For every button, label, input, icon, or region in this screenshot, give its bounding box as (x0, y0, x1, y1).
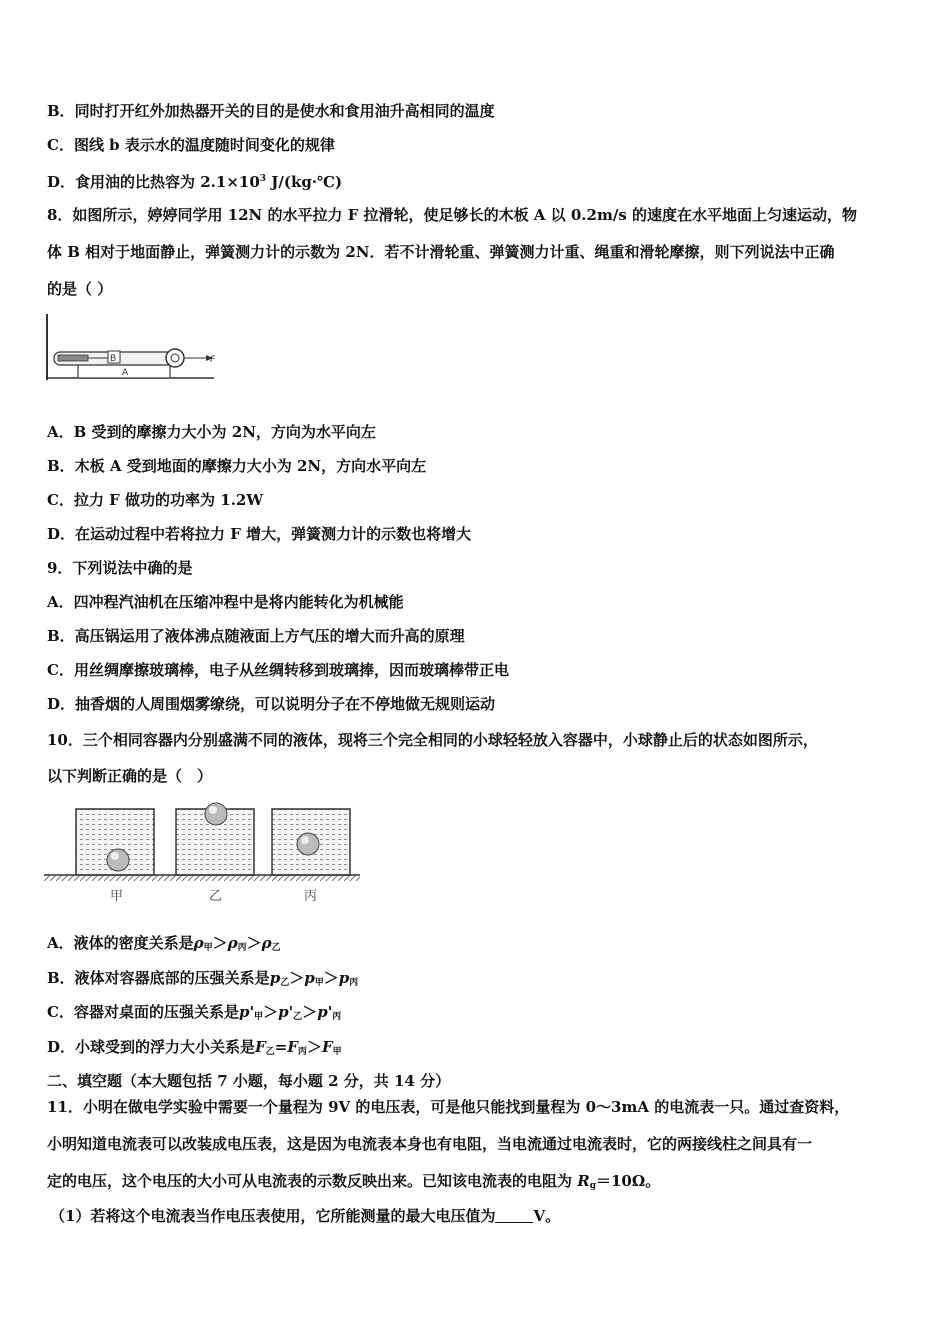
q7-option-c: C．图线 b 表示水的温度随时间变化的规律 (47, 136, 335, 154)
q9-option-c: C．用丝绸摩擦玻璃棒，电子从丝绸转移到玻璃捧，因而玻璃棒带正电 (47, 661, 509, 679)
q8-label-b: B (110, 354, 117, 364)
label-jia: 甲 (110, 889, 124, 904)
q7-option-b: B．同时打开红外加热器开关的目的是使水和食用油升高相同的温度 (47, 102, 495, 120)
q11-stem-line1: 11．小明在做电学实验中需要一个量程为 9V 的电压表，可是他只能找到量程为 0～3mA 的电流表一只。通过查资料， (47, 1098, 850, 1116)
q9-stem: 9．下列说法中确的是 (47, 559, 193, 577)
q9-option-d: D．抽香烟的人周围烟雾缭绕，可以说明分子在不停地做无规则运动 (47, 695, 496, 713)
q8-option-a: A．B 受到的摩擦力大小为 2N，方向为水平向左 (47, 423, 376, 441)
container-bing (272, 809, 350, 875)
q9-option-b: B．高压锅运用了液体沸点随液面上方气压的增大而升高的原理 (47, 627, 465, 645)
q8-option-c: C．拉力 F 做功的功率为 1.2W (47, 491, 264, 509)
label-bing: 丙 (304, 889, 318, 904)
q11-subquestion-1: （1）若将这个电流表当作电压表使用，它所能测量的最大电压值为 V。 (50, 1207, 561, 1225)
container-yi (176, 803, 254, 875)
container-jia (76, 809, 154, 875)
q8-label-a: A (122, 368, 129, 378)
q8-stem-line3: 的是（ ） (47, 280, 113, 298)
q10-stem-line1: 10．三个相同容器内分别盛满不同的液体，现将三个完全相同的小球轻轻放入容器中，小球静止后的状态如图所示， (47, 731, 818, 749)
q8-stem-line2: 体 B 相对于地面静止，弹簧测力计的示数为 2N．若不计滑轮重、弹簧测力计重、绳重和滑轮摩擦，则下列说法中正确 (47, 243, 835, 261)
q8-option-b: B．木板 A 受到地面的摩擦力大小为 2N，方向水平向左 (47, 457, 427, 475)
q10-option-d: D．小球受到的浮力大小关系是$F_乙=F_丙>F_甲$ (47, 1038, 342, 1057)
section-header: 二、填空题（本大题包括 7 小题，每小题 2 分，共 14 分） (47, 1072, 451, 1090)
q8-option-d: D．在运动过程中若将拉力 F 增大，弹簧测力计的示数也将增大 (47, 525, 472, 543)
q10-stem-line2: 以下判断正确的是（ ） (47, 767, 213, 785)
q9-option-a: A．四冲程汽油机在压缩冲程中是将内能转化为机械能 (47, 593, 404, 611)
q11-stem-line3: 定的电压，这个电压的大小可从电流表的示数反映出来。已知该电流表的电阻为 $R_g=10\Omega$。 (47, 1172, 661, 1191)
q7-option-d: D．食用油的比热容为 $2.1\times 10^3$ J/(kg·℃) (47, 173, 343, 191)
q8-figure-pulley (44, 312, 224, 382)
q10-figure-containers (44, 797, 362, 907)
answer-blank[interactable] (495, 1208, 533, 1223)
q10-option-c: C．容器对桌面的压强关系是$p'_甲>p'_乙>p'_丙$ (47, 1003, 342, 1022)
q8-stem-line1: 8．如图所示，婷婷同学用 12N 的水平拉力 F 拉滑轮，使足够长的木板 A 以 0.2m/s 的速度在水平地面上匀速运动，物 (47, 206, 857, 224)
label-yi: 乙 (209, 889, 223, 904)
q10-option-a: A．液体的密度关系是$\rho_甲>\rho_丙>\rho_乙$ (47, 934, 281, 953)
q8-label-f: F (210, 355, 216, 365)
q10-option-b: B．液体对容器底部的压强关系是$p_乙>p_甲>p_丙$ (47, 969, 359, 988)
q11-stem-line2: 小明知道电流表可以改装成电压表，这是因为电流表本身也有电阻，当电流通过电流表时，它的两接线柱之间具有一 (47, 1135, 813, 1153)
